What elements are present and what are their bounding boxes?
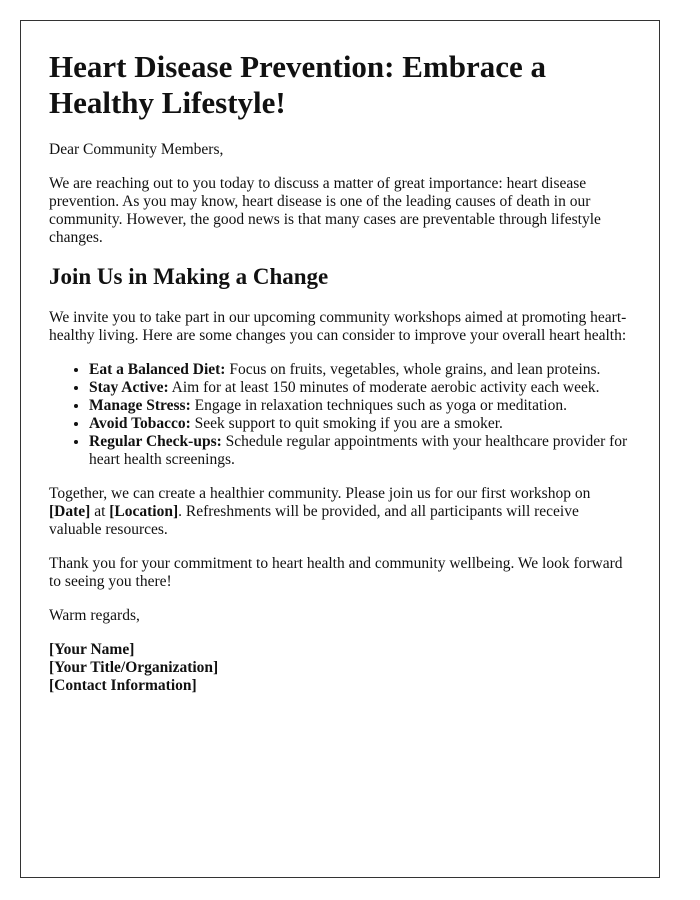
tip-text: Aim for at least 150 minutes of moderate aerobic activity each week. <box>168 379 600 396</box>
tip-label: Stay Active: <box>89 379 169 396</box>
together-text-1: Together, we can create a healthier community. Please join us for our first workshop on <box>49 485 591 502</box>
list-item <box>89 361 631 379</box>
signature-name: [Your Name] <box>49 641 135 658</box>
list-item <box>89 379 631 397</box>
tip-label: Eat a Balanced Diet: <box>89 361 226 378</box>
together-paragraph <box>49 485 631 539</box>
closing: Warm regards, <box>49 607 140 624</box>
tip-label: Manage Stress: <box>89 397 191 414</box>
tip-text: Engage in relaxation techniques such as yoga or meditation. <box>190 397 567 414</box>
together-text-3: . Refreshments will be provided, and all participants will receive valuable resources. <box>49 503 579 538</box>
tip-label: Regular Check-ups: <box>89 433 222 450</box>
thanks-paragraph: Thank you for your commitment to heart health and community wellbeing. We look forward to seeing you there! <box>49 555 623 590</box>
workshop-date: [Date] <box>49 503 91 520</box>
signature-title: [Your Title/Organization] <box>49 659 219 676</box>
invite-paragraph: We invite you to take part in our upcoming community workshops aimed at promoting heart-healthy living. Here are some changes you can consider to improve your overall heart health: <box>49 309 627 344</box>
letter-title: Heart Disease Prevention: Embrace a Healthy Lifestyle! <box>49 49 547 120</box>
list-item <box>89 415 631 433</box>
tip-label: Avoid Tobacco: <box>89 415 191 432</box>
section-heading: Join Us in Making a Change <box>49 264 329 289</box>
signature-contact: [Contact Information] <box>49 677 197 694</box>
list-item <box>89 397 631 415</box>
tip-text: Seek support to quit smoking if you are a smoker. <box>190 415 503 432</box>
workshop-location: [Location] <box>109 503 179 520</box>
tip-text: Schedule regular appointments with your healthcare provider for heart health screenings. <box>89 433 628 468</box>
letter-page <box>20 20 660 878</box>
list-item <box>89 433 631 469</box>
together-text-2: at <box>90 503 110 520</box>
intro-paragraph: We are reaching out to you today to discuss a matter of great importance: heart disease prevention. As you may know, heart disease is one of the leading causes of death in our community. However, the good news is that many cases are preventable through lifestyle changes. <box>49 175 601 246</box>
tips-list <box>49 361 631 469</box>
letter-content <box>49 49 631 695</box>
tip-text: Focus on fruits, vegetables, whole grains, and lean proteins. <box>225 361 601 378</box>
signature-block <box>49 641 631 695</box>
greeting: Dear Community Members, <box>49 141 224 158</box>
